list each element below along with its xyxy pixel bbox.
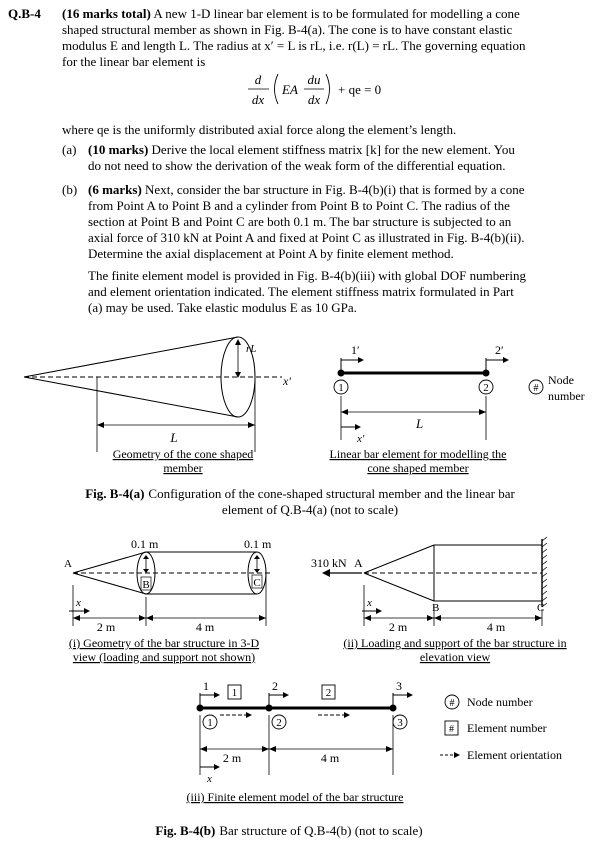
x-axis-i: x xyxy=(76,597,81,609)
figure-b4b-top xyxy=(0,535,601,670)
eq-d: d xyxy=(254,72,262,87)
eq-dx: dx xyxy=(251,92,265,107)
dim-4m-ii: 4 m xyxy=(486,620,506,634)
x-axis-ii: x xyxy=(367,597,372,609)
cap-right-1: Linear bar element for modelling the xyxy=(329,447,507,461)
point-B: B xyxy=(142,579,150,591)
cap-right-2: cone shaped member xyxy=(367,461,469,475)
radius-label-C: 0.1 m xyxy=(244,537,272,551)
part-b-line: section at Point B and Point C are both 0.1 m. The bar structure is subjected to an xyxy=(88,214,512,229)
part-b-line: (a) may be used. Take elastic modulus E as 10 GPa. xyxy=(88,300,357,315)
dim-2m-i: 2 m xyxy=(96,620,116,634)
dof-3: 3 xyxy=(396,679,402,693)
legend-node-word: Node xyxy=(548,373,574,387)
dof-1prime: 1′ xyxy=(351,343,360,357)
cap-left-2: member xyxy=(163,461,203,475)
part-a-line: Derive the local element stiffness matrix [k] for the new element. You xyxy=(151,142,515,157)
bar-3d-view xyxy=(73,552,272,594)
dim-2m-ii: 2 m xyxy=(388,620,408,634)
part-b-line: axial force of 310 kN at Point A and fixed at Point C as illustrated in Fig. B-4(b)(ii). xyxy=(88,230,525,245)
part-b-line: from Point A to Point B and a cylinder from Point B to Point C. The radius of the xyxy=(88,198,510,213)
fig-a-caption-2: element of Q.B-4(a) (not to scale) xyxy=(221,502,399,517)
cap-ii-2: elevation view xyxy=(419,650,491,664)
dim-4m-i: 4 m xyxy=(195,620,215,634)
eq-dx2: dx xyxy=(307,92,321,107)
xprime-label: x′ xyxy=(283,374,291,388)
dof-2: 2 xyxy=(272,679,278,693)
L-label: L xyxy=(170,430,178,445)
cap-iii: (iii) Finite element model of the bar structure xyxy=(186,790,404,804)
question-intro xyxy=(62,6,594,70)
legend-node-number: Node number xyxy=(467,695,533,709)
legend-node-hash: # xyxy=(449,698,455,709)
node-2: 2 xyxy=(483,382,489,394)
eq-EA: EA xyxy=(282,82,298,97)
part-b-marks: (6 marks) xyxy=(88,182,142,197)
governing-equation xyxy=(240,68,420,114)
element-1: 1 xyxy=(231,687,238,699)
fig-b-caption: Fig. B-4(b) Bar structure of Q.B-4(b) (not to scale) xyxy=(155,823,423,838)
legend-element-orientation: Element orientation xyxy=(467,748,562,762)
point-A-ii: A xyxy=(354,556,363,570)
intro-line: shaped structural member as shown in Fig. B-4(a). The cone is to have constant elastic xyxy=(62,22,513,37)
xprime-label-2: x′ xyxy=(357,433,365,445)
part-b-line: and element orientation indicated. The element stiffness matrix formulated in Part xyxy=(88,284,514,299)
part-b-line: Next, consider the bar structure in Fig. B-4(b)(i) that is formed by a cone xyxy=(145,182,525,197)
eq-du: du xyxy=(307,72,321,87)
part-a-label: (a) xyxy=(62,142,77,157)
force-label: 310 kN xyxy=(311,556,347,570)
fe-node-3: 3 xyxy=(397,717,403,729)
part-b-line: Determine the axial displacement at Point A by finite element method. xyxy=(88,246,454,261)
x-axis-iii: x xyxy=(207,773,212,785)
part-a-text xyxy=(88,142,594,174)
cap-i-2: view (loading and support not shown) xyxy=(72,650,256,664)
part-b-text-2 xyxy=(88,268,594,316)
part-a-line: do not need to show the derivation of the weak form of the differential equation. xyxy=(88,158,506,173)
part-b-label: (b) xyxy=(62,182,78,197)
eq-rest: + qe = 0 xyxy=(338,82,382,97)
legend-element-hash: # xyxy=(449,724,454,735)
legend-number-word: number xyxy=(548,389,585,403)
point-C: C xyxy=(253,577,261,589)
rL-label: rL xyxy=(246,343,257,355)
part-a-marks: (10 marks) xyxy=(88,142,149,157)
linear-bar-element xyxy=(338,357,510,377)
cap-left-1: Geometry of the cone shaped xyxy=(112,447,254,461)
radius-label-B: 0.1 m xyxy=(131,537,159,551)
point-B-ii: B xyxy=(432,602,440,614)
node-1: 1 xyxy=(338,382,344,394)
dim-2m-iii: 2 m xyxy=(222,751,242,765)
point-A: A xyxy=(64,558,72,570)
element-2: 2 xyxy=(325,687,332,699)
fe-node-2: 2 xyxy=(276,717,282,729)
intro-line: for the linear bar element is xyxy=(62,54,206,69)
dof-2prime: 2′ xyxy=(495,343,504,357)
L-label-2: L xyxy=(416,416,424,431)
legend-hash: # xyxy=(533,383,539,394)
question-marks: (16 marks total) xyxy=(62,6,151,21)
cap-ii-1: (ii) Loading and support of the bar structure in xyxy=(343,636,567,650)
figure-b4b-fe-model xyxy=(0,675,601,849)
fig-a-caption-1: Fig. B-4(a) Configuration of the cone-shaped structural member and the linear bar xyxy=(85,486,515,501)
legend-element-number: Element number xyxy=(467,721,547,735)
where-line: where qe is the uniformly distributed axial force along the element’s length. xyxy=(62,122,457,137)
part-b-text xyxy=(88,182,594,262)
intro-line: A new 1-D linear bar element is to be formulated for modelling a cone xyxy=(153,6,520,21)
dof-1: 1 xyxy=(203,679,209,693)
bar-elevation-view xyxy=(322,537,547,607)
part-b-line: The finite element model is provided in Fig. B-4(b)(iii) with global DOF numbering xyxy=(88,268,526,283)
figure-b4a xyxy=(0,330,601,530)
cap-i-1: (i) Geometry of the bar structure in 3-D xyxy=(68,636,260,650)
question-number: Q.B-4 xyxy=(8,6,41,21)
point-C-ii: C xyxy=(537,602,545,614)
cone-drawing xyxy=(24,337,282,417)
fe-node-1: 1 xyxy=(207,717,213,729)
dim-4m-iii: 4 m xyxy=(320,751,340,765)
intro-line: modulus E and length L. The radius at x′ = L is rL, i.e. r(L) = rL. The governing equation xyxy=(62,38,526,53)
